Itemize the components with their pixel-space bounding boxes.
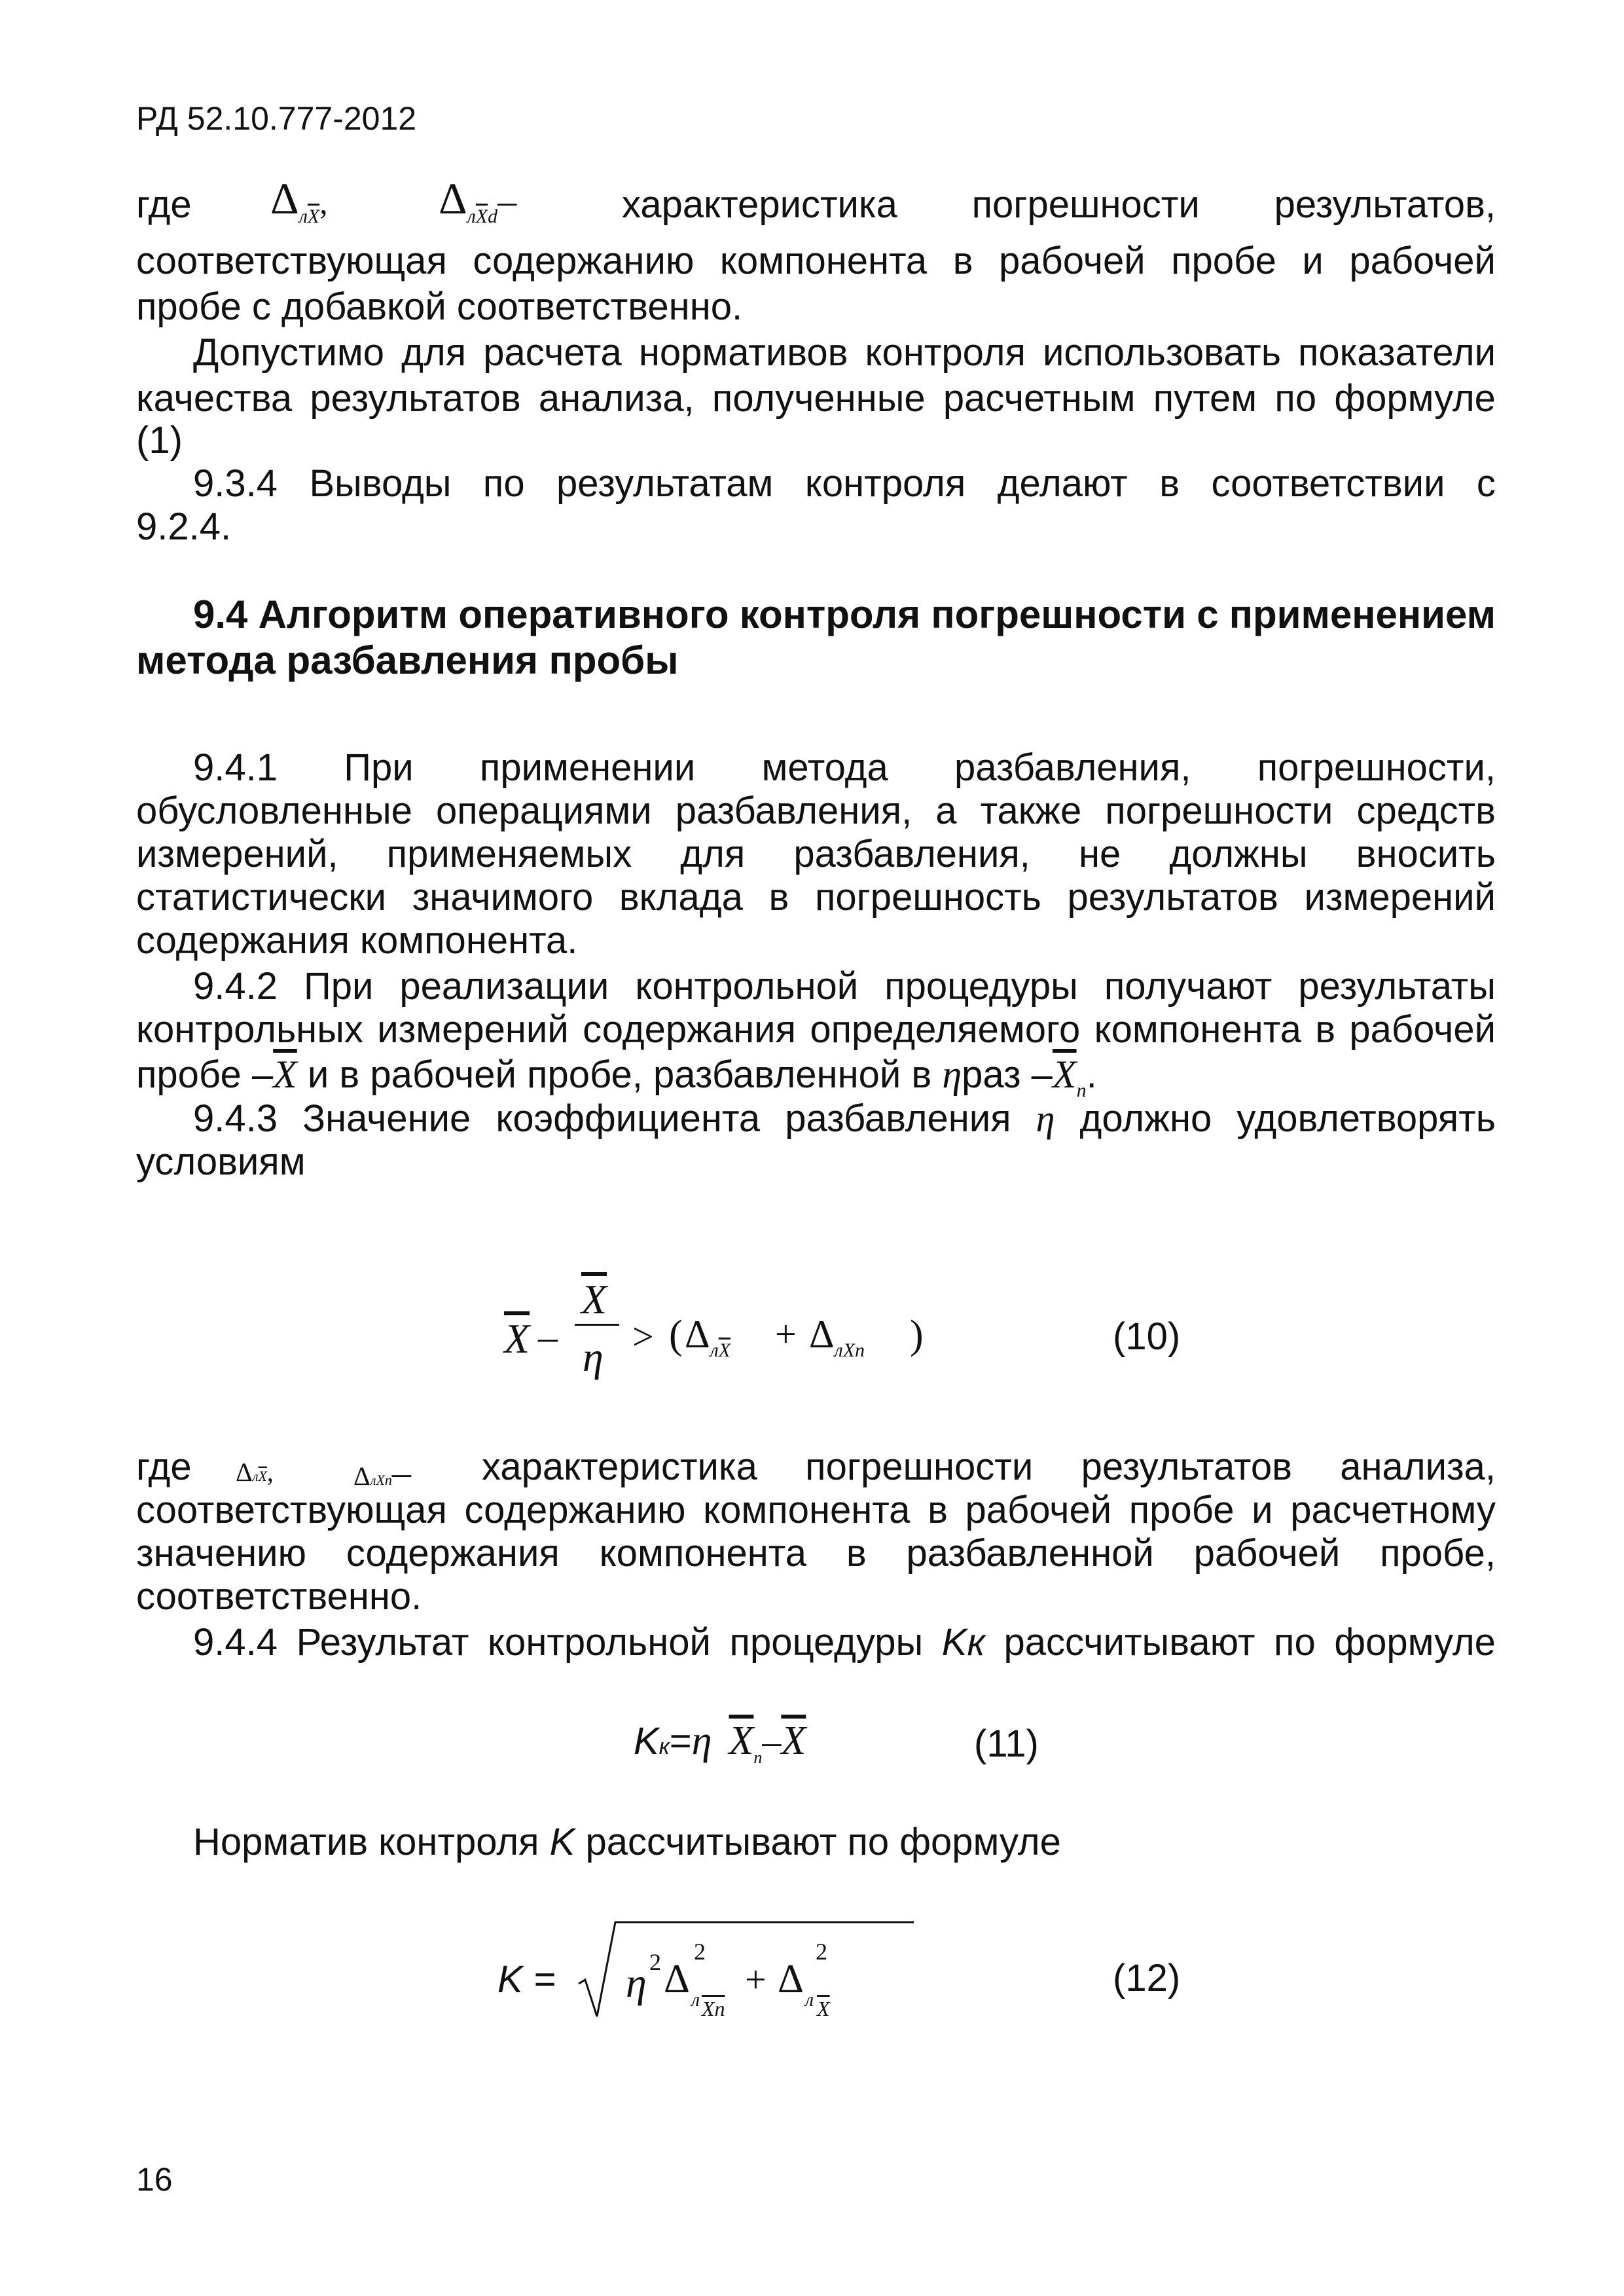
paren-close: ) [910,1313,924,1357]
sub-l: л [710,1339,719,1361]
equation-11 [634,1718,806,1767]
word: При [344,746,414,789]
norm-paragraph [193,1820,1061,1864]
word: пробе [1171,240,1276,282]
word: компонента [1094,1008,1301,1051]
sub-l: л [805,1989,814,2011]
paragraph-after10-line4: соответственно. [136,1575,422,1618]
delta-glyph: Δ [809,1313,835,1356]
clause-number: 9.4.2 [193,965,278,1008]
word: вносить [1356,833,1496,875]
k-equals: K = [497,1958,556,2001]
sub-l: л [834,1339,843,1361]
sub-x-bar: X [307,206,320,227]
word: реализации [399,965,609,1008]
word: рабочей [1193,1532,1341,1575]
word: удовлетворять [1236,1097,1496,1140]
fraction-numerator: $\overline{X}$ [581,1276,607,1322]
word: полученные [712,377,926,420]
word: получают [1104,965,1272,1008]
word: статистически [136,876,387,919]
paragraph-where-line2 [136,240,1496,283]
paragraph-943-line1 [193,1097,1496,1140]
x-bar-symbol: $\overline{X}$ [781,1719,806,1763]
word: операциями [435,790,652,832]
word: метода [761,746,888,789]
delta-glyph: Δ [778,1957,804,2001]
section-heading-line1 [193,593,1496,636]
word: контроля [804,462,966,505]
fraction-bar [575,1324,619,1326]
word: разбавления, [793,833,1030,875]
word: должны [1169,833,1308,875]
paragraph-942-line1 [193,965,1496,1008]
word: результатов [310,377,521,420]
equation-12 [497,1912,929,2030]
paragraph-941-line5: содержания компонента. [136,919,578,962]
paren-open: ( [669,1313,683,1357]
word: измерений, [136,833,338,875]
word: Результат [296,1621,469,1664]
section-number: 9.4 [193,592,248,636]
minus-sign: – [762,1720,782,1762]
greater-than-sign: > [632,1315,654,1358]
word: разбавления [785,1097,1011,1140]
word: по [1274,377,1317,420]
word: в [928,1489,948,1531]
word: разбавленной [906,1532,1154,1575]
sub-l: л [467,206,476,227]
word: делают [997,462,1128,505]
word: по [482,462,525,505]
paragraph-after10-line2 [136,1489,1496,1532]
word: должно [1079,1097,1212,1140]
word: формуле [1334,1621,1496,1664]
paragraph-where-line1 [136,173,1496,229]
section-heading-line2: метода разбавления пробы [136,638,679,682]
text: . [1086,1053,1097,1096]
paragraph-941-line3 [136,833,1496,876]
equation-11-number: (11) [974,1722,1039,1765]
after10-description [482,1446,1496,1489]
word-gde: где [136,183,192,226]
paragraph-942-line3 [136,1053,1496,1103]
word: определяемого [810,1008,1081,1051]
paragraph-943-line2: условиям [136,1140,306,1183]
dash: – [391,1451,411,1493]
sub-x-bar: $\overline{X}$ [258,1468,267,1484]
paragraph-944-line1 [193,1621,1496,1664]
sub-xn: Xn [842,1339,865,1361]
word: анализа, [1340,1446,1496,1488]
sub-xn: $\overline{Xn}$ [702,1997,725,2020]
word: рабочей [1349,1008,1496,1051]
word: Выводы [309,462,452,505]
word: в [846,1532,867,1575]
word: и [1252,1489,1273,1531]
word: с [1197,592,1219,636]
paragraph-934-line1 [193,462,1496,505]
word: измерений [377,1008,569,1051]
word: качества [136,377,293,420]
paragraph-941-line2 [136,790,1496,833]
word: нормативов [638,331,848,374]
word: контрольной [488,1621,711,1664]
sub-l: л [252,1470,259,1484]
word: рабочей [999,240,1146,282]
word: показатели [1297,331,1496,374]
equation-10-number: (10) [1113,1315,1181,1358]
word: формуле [1334,377,1496,420]
word: по [1274,1621,1316,1664]
text: и в рабочей пробе, разбавленной в [297,1053,943,1096]
word: измерений [1304,876,1496,919]
text: пробе – [136,1053,274,1096]
eta-symbol: η [1036,1097,1055,1140]
where-description-1 [622,183,1496,227]
word: Алгоритм [258,592,448,636]
plus-sign: + [775,1313,797,1355]
word: погрешности [805,1446,1034,1488]
delta-glyph: Δ [353,1461,370,1491]
word: в [1315,1008,1336,1051]
word: анализа, [538,377,695,420]
word: процедуры [884,965,1078,1008]
word: содержания [346,1532,560,1575]
word: погрешности [971,183,1200,226]
sub-d: d [488,206,498,227]
sub-x-bar: X [475,206,488,227]
word: разбавления, [954,746,1191,789]
word: расчетным [943,377,1136,420]
word: контроля [739,592,921,636]
delta-x [685,1312,731,1361]
word: расчета [483,331,622,374]
word: Значение [302,1097,471,1140]
word: компонента [599,1532,806,1575]
clause-number: 9.4.3 [193,1097,278,1140]
sub-l: л [298,206,308,227]
sub-xn: Xn [376,1472,392,1488]
word: результатов [1081,1446,1292,1488]
eta-symbol: η [626,1959,647,2006]
paragraph-after10-line1 [136,1446,1496,1491]
superscript-2: 2 [694,1939,706,1965]
word: содержания [583,1008,796,1051]
x-bar-symbol: $\overline{X}$ [273,1053,297,1096]
word: для [680,833,746,875]
word: характеристика [482,1446,757,1488]
word: в [952,240,973,282]
word: рабочей [965,1489,1112,1531]
comma: , [319,184,328,221]
word: обусловленные [136,790,412,832]
x-bar-symbol: $\overline{X}$ [729,1719,754,1763]
word: для [401,331,467,374]
delta-symbol [270,173,328,229]
word: разбавления, [675,790,912,832]
word: пробе [1128,1489,1235,1531]
paragraph-941-line4 [136,876,1496,919]
sub-x-bar: X [718,1339,731,1361]
delta-xn [809,1312,865,1361]
word: результатам [556,462,774,505]
sub-k: к [659,1734,670,1759]
delta-glyph: Δ [270,173,299,223]
paragraph-allowed-line3: (1) [136,419,183,462]
word: контрольных [136,1008,363,1051]
comma: , [266,1457,274,1487]
word: соответствующая [136,240,447,282]
fraction-denominator: η [583,1334,604,1380]
superscript-2: 2 [649,1949,661,1975]
sub-n: n [753,1748,763,1767]
x-bar-symbol: $\overline{X}$ [1052,1053,1077,1096]
superscript-2: 2 [816,1939,827,1965]
paragraph-allowed-line2 [136,377,1496,420]
equation-10 [497,1257,969,1401]
word: путем [1153,377,1257,420]
paragraph-942-line2 [136,1008,1496,1051]
word: использовать [1042,331,1281,374]
word: вклада [619,876,743,919]
delta-glyph: Δ [685,1313,710,1356]
word: рассчитывают [1003,1621,1255,1664]
word: погрешности [1105,790,1333,832]
delta-symbol-d [439,173,517,229]
word: значимого [412,876,594,919]
delta-glyph: Δ [236,1457,253,1487]
paragraph-where-line3: пробе с добавкой соответственно. [136,285,743,328]
clause-number: 9.4.1 [193,746,278,789]
word: компонента [703,1489,911,1531]
paragraph-941-line1 [193,746,1496,790]
word: оперативного [458,592,729,636]
word: а [935,790,957,832]
delta-glyph: Δ [664,1957,690,2001]
sub-l: л [370,1474,376,1488]
sub-l: л [691,1989,700,2011]
word: средств [1356,790,1496,832]
k-symbol: K [549,1821,575,1863]
word: погрешности [931,592,1187,636]
word: погрешность [814,876,1041,919]
equals-sign: = [669,1720,692,1762]
word: рабочей [1349,240,1496,282]
k-symbol: K [634,1720,659,1762]
word: в [768,876,789,919]
equation-12-number: (12) [1113,1957,1181,1999]
word: расчетному [1290,1489,1496,1531]
word: При [304,965,374,1008]
word: результатов [1067,876,1278,919]
word-gde: где [136,1446,192,1488]
minus-sign: – [538,1315,558,1358]
word: с [1476,462,1496,505]
delta-glyph: Δ [439,173,467,223]
word: применением [1229,592,1496,636]
word: характеристика [622,183,897,226]
document-code: РД 52.10.777-2012 [136,100,417,137]
word: пробе, [1380,1532,1496,1575]
word: значению [136,1532,307,1575]
page-number: 16 [136,2161,173,2198]
word: и [1302,240,1324,282]
eta-symbol: η [942,1053,962,1096]
word: Допустимо [193,331,385,374]
word: компонента [719,240,928,282]
word: коэффициента [496,1097,761,1140]
paragraph-after10-line3 [136,1532,1496,1575]
word: не [1078,833,1121,875]
word: результатов, [1274,183,1496,226]
text: Норматив контроля [193,1821,550,1863]
word: применении [479,746,696,789]
word: контрольной [635,965,859,1008]
word: соответствии [1211,462,1445,505]
text: рассчитывают по формуле [575,1821,1061,1863]
kk-symbol: Kк [941,1621,985,1664]
sub-x-bar: $\overline{X}$ [817,1997,830,2020]
clause-number: 9.4.4 [193,1621,278,1664]
sub-n: n [1076,1080,1087,1101]
plus-sign: + [745,1958,767,2001]
word: результаты [1298,965,1496,1008]
word: соответствующая [136,1489,447,1531]
paragraph-934-line2: 9.2.4. [136,505,232,548]
word: погрешности, [1257,746,1496,789]
x-bar-symbol: $\overline{X}$ [504,1315,530,1362]
word: также [980,790,1082,832]
word: содержанию [464,1489,686,1531]
paragraph-allowed-line1 [193,331,1496,374]
word: в [1159,462,1180,505]
word: процедуры [729,1621,924,1664]
word: содержанию [473,240,695,282]
text: раз – [962,1053,1053,1096]
word: применяемых [386,833,632,875]
clause-number: 9.3.4 [193,462,278,505]
word: контроля [865,331,1026,374]
eta-symbol: η [691,1719,712,1763]
dash: – [497,179,517,222]
